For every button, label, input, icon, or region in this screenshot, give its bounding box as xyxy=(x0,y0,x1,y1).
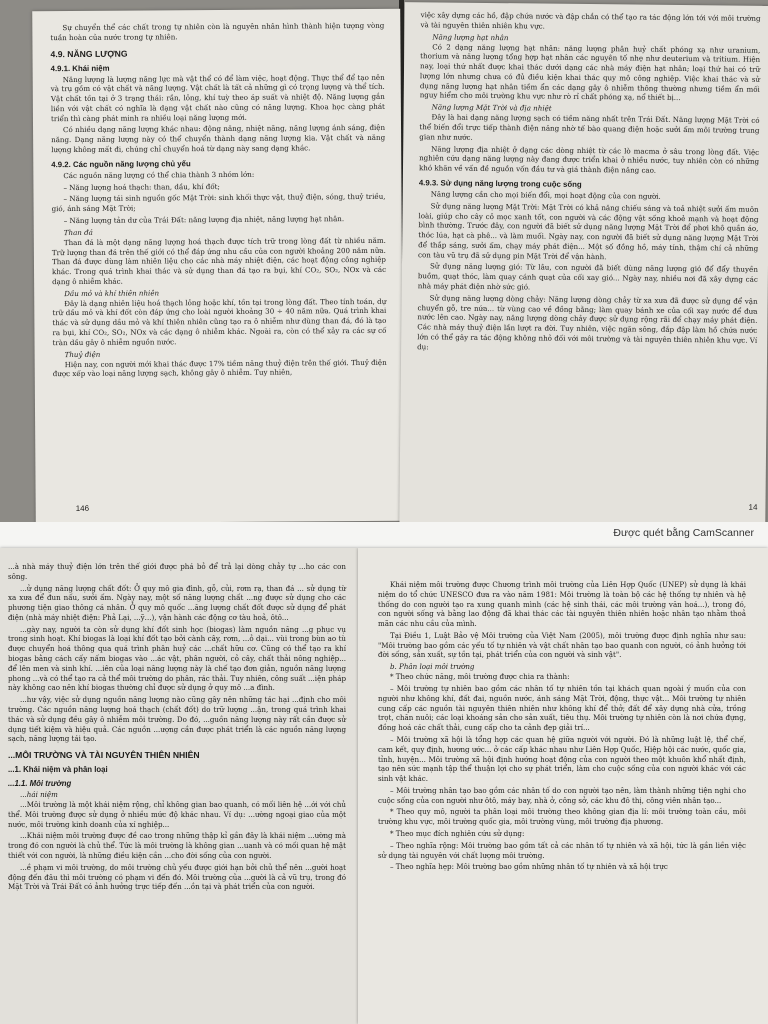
italic-subheading: b. Phân loại môi trường xyxy=(390,662,475,672)
scanned-page-149 xyxy=(358,548,768,1024)
paragraph: – Môi trường tự nhiên bao gồm các nhân tố tự nhiên tồn tại khách quan ngoài ý muốn của con người như không khí, đất đai, nguồn nước, ánh sáng Mặt Trời, động, thực vật... Môi trường tự nhiên cung cấp các nguồn tài nguyên thiên nhiên như không khí để thở; đất để xây dựng nhà cửa, trồng trọt, chăn nuôi; các loại khoáng sản cho sản xuất, tiêu thụ. Môi trường tự nhiên còn là nơi chứa đựng, đồng hoá các chất thải, cung cấp cho ta cảnh đẹp giải trí... xyxy=(378,684,746,733)
paragraph: Đây là hai dạng năng lượng sạch có tiềm năng nhất trên Trái Đất. Năng lượng Mặt Trời có thể biến đổi trực tiếp thành điện năng nhờ tế bào quang điện hoặc sưởi ấm môi trường trung gian như nước. xyxy=(419,112,760,142)
section-heading: 4.9. NĂNG LƯỢNG xyxy=(50,48,128,59)
subsection-heading: 4.9.2. Các nguồn năng lượng chủ yếu xyxy=(51,159,191,169)
italic-subheading: ...hái niệm xyxy=(20,790,58,800)
paragraph: * Theo chức năng, môi trường được chia ra thành: xyxy=(390,672,570,682)
scanned-page-147 xyxy=(399,2,768,526)
page-body xyxy=(32,9,403,380)
section-heading: ...MÔI TRƯỜNG VÀ TÀI NGUYÊN THIÊN NHIÊN xyxy=(8,750,200,761)
italic-subheading: Năng lượng Mặt Trời và địa nhiệt xyxy=(431,102,552,113)
paragraph: Than đá là một dạng năng lượng hoá thạch được tích trữ trong lòng đất từ nhiều năm. Trữ lượng than đá trên thế giới có thể đáp ứng nhu cầu của con người khoảng 200 năm nữa. Than đá được dùng làm nhiên liệu cho các nhà máy nhiệt điện, các hoạt động công nghiệp khác. Trong quá trình khai thác và sử dụng than đá tạo ra bụi, khí CO₂, SO₂, NOx và các dạng ô nhiễm khác. xyxy=(51,235,387,287)
page-body xyxy=(0,548,358,892)
subsection-heading: 4.9.3. Sử dụng năng lượng trong cuộc sống xyxy=(418,178,582,189)
page-number: 14 xyxy=(748,502,758,512)
italic-subheading: Năng lượng hạt nhân xyxy=(432,31,509,42)
italic-subheading: Dầu mỏ và khí thiên nhiên xyxy=(64,288,160,298)
paragraph: Sử dụng năng lượng Mặt Trời: Mặt Trời có khả năng chiếu sáng và toả nhiệt sưởi ấm muôn loài, giúp cho cây cỏ mọc xanh tốt, con người và các động vật sống khoẻ mạnh và hoạt động bình thường. Trước đây, con người đã biết sử dụng năng lượng Mặt Trời để phơi khô quần áo, thóc lúa, hạt cà phê... và làm muối. Ngày nay, con người đã biết sử dụng năng lượng Mặt Trời để thắp sáng, sưởi ấm, chạy máy phát điện... Một số đồng hồ, máy tính, thậm chí cả những con tàu vũ trụ đã sử dụng pin Mặt Trời để vận hành. xyxy=(418,201,759,261)
scanned-page-148 xyxy=(0,548,358,1024)
scanned-page-146 xyxy=(32,9,404,524)
paragraph: Các nguồn năng lượng có thể chia thành 3 nhóm lớn: xyxy=(63,169,255,180)
italic-subheading: Than đá xyxy=(63,227,93,237)
paragraph: ...hư vậy, việc sử dụng nguồn năng lượng nào cũng gây nên những tác hại ...định cho môi trường. Các nguồn năng lượng hoá thạch (chất đốt) do trữ lượng ...ận, trong quá trình khai thác và sử dụng đều gây ô nhiễm môi trường. Do đó, ...guồn năng lượng này rất cần được sử dụng tiết kiệm và hiệu quả. Các nguồn ...ượng cần được phát triển là các nguồn năng lượng sạch, năng lượng tái tạo. xyxy=(8,695,346,744)
paragraph: ...gày nay, người ta còn sử dụng khí đốt sinh học (biogas) làm nguồn năng ...g phục vụ trong sinh hoạt. Khí biogas là loại khí đốt tạo bởi cành cây, rơm, ...ỏ dại... vùi trong bùn ao tù được chuyển hoá thông qua quá trình phân huỷ các ...chất hữu cơ. Cũng có thể tạo ra khí biogas bằng cách cấy nấm biogas vào ...ác vật, phân người, cỏ cây, chất thải nông nghiệp... để lên men và sinh khí. ...iên của loại năng lượng này là chế tạo đơn giản, nguồn năng lượng phong ...và có thể tạo ra cả thể môi trường do phân, rác thải. Tuy nhiên, công suất ...iện pháp này không cao nên khí biogas thường chỉ được sử dụng ở quy mô ...a đình. xyxy=(8,624,346,693)
paragraph: Khái niệm môi trường được Chương trình môi trường của Liên Hợp Quốc (UNEP) sử dụng là khái niệm do tổ chức UNESCO đưa ra vào năm 1981: Môi trường là toàn bộ các hệ thống tự nhiên và hệ thống do con người tạo ra xung quanh mình (các hệ sinh thái, các môi trường văn hoá...), trong đó, con người sống và bằng lao động đã khai thác các tài nguyên thiên nhiên hoặc nhân tạo nhằm thoả mãn các nhu cầu của mình. xyxy=(378,580,746,629)
list-item: – Năng lượng tản dư của Trái Đất: năng lượng địa nhiệt, năng lượng hạt nhân. xyxy=(63,214,345,226)
paragraph: ...ử dụng năng lượng chất đốt: Ở quy mô gia đình, gỗ, củi, rơm rạ, than đá ... sử dụng từ xa xưa để đun nấu, sưởi ấm. Ngày nay, một số năng lượng chất ...ng được sử dụng cho các phương tiện giao thông cá nhân. Ở quy mô quốc ...ăng lượng chất đốt được sử dụng để phát điện (nhà máy nhiệt điện: Phả Lại, ...ỹ...), vận hành các động cơ tàu hoả, ôtô... xyxy=(8,583,346,622)
paragraph: Đây là dạng nhiên liệu hoá thạch lỏng hoặc khí, tồn tại trong lòng đất. Theo tính toán, dự trữ dầu mỏ và khí đốt còn đáp ứng cho loài người khoảng 30 ÷ 40 năm nữa. Quá trình khai thác và sử dụng dầu mỏ và khí thiên nhiên cũng tạo ra ô nhiễm như dùng than đá, đó là tạo ra bụi, khí CO₂, SO₂, NOx và các dạng ô nhiễm khác. Ngoài ra, còn có thể xảy ra các sự cố tràn dầu gây ô nhiễm nguồn nước. xyxy=(52,296,387,347)
subsection-heading: ...1. Khái niệm và phân loại xyxy=(8,765,108,775)
paragraph: Năng lượng địa nhiệt ở dạng các dòng nhiệt từ các lò macma ở sâu trong lòng đất. Việc nghiên cứu dạng năng lượng này đang được triển khai ở nhiều nước, tuy nhiên còn có những khó khăn về vấn đề nguồn vốn đầu tư và giá thành điện năng cao. xyxy=(418,143,760,175)
paragraph: việc xây dựng các hồ, đập chứa nước và đập chắn có thể tạo ra tác động lớn tới với môi trường và tài nguyên thiên nhiên khu vực. xyxy=(420,10,761,31)
paragraph: Sự chuyển thể các chất trong tự nhiên còn là nguyên nhân hình thành hiện tượng vòng tuần hoàn của nước trong tự nhiên. xyxy=(50,20,385,42)
paragraph: Tại Điều 1, Luật Bảo vệ Môi trường của Việt Nam (2005), môi trường được định nghĩa như sau: "Môi trường bao gồm các yếu tố tự nhiên và vật chất nhân tạo bao quanh con người, có ảnh hưởng tới đời sống, sản xuất, sự tồn tại, phát triển của con người và sinh vật". xyxy=(378,630,746,660)
camscanner-watermark: Được quét bằng CamScanner xyxy=(613,527,754,539)
paragraph: Năng lượng là lượng năng lực mà vật thể có để làm việc, hoạt động. Thực thể để tạo nên và trụ gồm có vật chất và năng lượng. Vật chất là tất cả những gì có trọng lượng và thể tích. Vật chất tồn tại ở 3 trạng thái: rắn, lỏng, khí tuỳ theo áp suất và nhiệt độ. Năng lượng gắn liền với vật chất có nghĩa là dạng vật chất nào cũng có năng lượng. Khoa học càng phát triển thì càng phát minh ra nhiều loại năng lượng mới. xyxy=(50,72,385,123)
paragraph: – Theo nghĩa hẹp: Môi trường bao gồm những nhân tố tự nhiên và xã hội trực xyxy=(390,862,668,872)
paragraph: ...Môi trường là một khái niệm rộng, chỉ không gian bao quanh, có mối liên hệ ...ới với chủ thể. Môi trường được sử dụng ở nhiều mức độ khác nhau. Ví dụ: ...ường ngoại giao của một nước, môi trường kinh doanh của xí nghiệp... xyxy=(8,800,346,829)
paragraph: ...Khái niệm môi trường được đề cao trong những thập kỉ gần đây là khái niệm ...ường mà trong đó con người là chủ thể. Tức là môi trường là không gian ...uanh và có mối quan hệ mật thiết với con người, là những điều kiện cần ...cho đời sống của con người. xyxy=(8,831,346,860)
paragraph: – Theo nghĩa rộng: Môi trường bao gồm tất cả các nhân tố tự nhiên và xã hội, tức là gần liền việc sử dụng tài nguyên với chất lượng môi trường. xyxy=(378,840,746,860)
page-body xyxy=(401,2,768,355)
paragraph: ...ề phạm vi môi trường, do môi trường chủ yếu được giới hạn bởi chủ thể nên ...gười hoạt động đến đâu thì môi trường có phạm vi đến đó. Môi trường của ...gười là cả vũ trụ, trong đó Mặt Trời và Trái Đất có ảnh hưởng trực tiếp đến ...ồn tại và phát triển của con người. xyxy=(8,862,346,892)
subsection-heading: 4.9.1. Khái niệm xyxy=(50,63,110,73)
paragraph: Có nhiều dạng năng lượng khác nhau: động năng, nhiệt năng, năng lượng ánh sáng, điện năng. Dạng năng lượng này có thể chuyển thành dạng năng lượng kia. Vật chất và năng lượng không mất đi, chúng chỉ chuyển hoá từ dạng này sang dạng khác. xyxy=(51,123,386,155)
paragraph: * Theo mục đích nghiên cứu sử dụng: xyxy=(390,828,525,838)
list-item: – Năng lượng tái sinh nguồn gốc Mặt Trời: sinh khối thực vật, thuỷ điện, sóng, thuỷ triều, gió, ánh sáng Mặt Trời; xyxy=(51,192,386,214)
list-item: – Năng lượng hoá thạch: than, dầu, khí đốt; xyxy=(63,181,220,192)
italic-subheading: Thuỷ điện xyxy=(64,349,101,359)
paragraph: Năng lượng cần cho mọi biến đổi, mọi hoạt động của con người. xyxy=(430,189,661,201)
subsection-heading: ...1.1. Môi trường xyxy=(8,779,72,789)
paragraph: ...à nhà máy thuỷ điện lớn trên thế giới được phá bỏ để trả lại dòng chảy tự ...ho các con sông. xyxy=(8,562,346,581)
paragraph: – Môi trường xã hội là tổng hợp các quan hệ giữa người với người. Đó là những luật lệ, thể chế, cam kết, quy định, hương ước... ở các cấp khác nhau như Liên Hợp Quốc, Hiệp hội các nước, quốc gia, tỉnh, huyện... Môi trường xã hội định hướng hoạt động của con người theo một khuôn khổ nhất định, tạo nên sức mạnh tập thể thuận lợi cho sự phát triển, làm cho cuộc sống của con người khác với các sinh vật khác. xyxy=(378,734,746,784)
paragraph: Hiện nay, con người mới khai thác được 17% tiềm năng thuỷ điện trên thế giới. Thuỷ điện được xếp vào loại năng lượng sạch, không gây ô nhiễm. Tuy nhiên, xyxy=(52,357,387,379)
paragraph: Sử dụng năng lượng gió: Từ lâu, con người đã biết dùng năng lượng gió để đẩy thuyền buồm, quạt thóc, làm quay cánh quạt của cối xay gió... Ngày nay, nhiều nơi đã xây dựng các nhà máy phát điện nhờ sức gió. xyxy=(417,261,758,292)
paragraph: – Môi trường nhân tạo bao gồm các nhân tố do con người tạo nên, làm thành những tiện nghi cho cuộc sống của con người như ôtô, máy bay, nhà ở, công sở, các khu đô thị, công viên nhân tạo... xyxy=(378,785,746,805)
page-body xyxy=(358,548,768,872)
page-number: 146 xyxy=(75,503,90,513)
paragraph: * Theo quy mô, người ta phân loại môi trường theo không gian địa lí: môi trường toàn cầu, môi trường khu vực, môi trường quốc gia, môi trường vùng, môi trường địa phương. xyxy=(378,807,746,827)
paragraph: Sử dụng năng lượng dòng chảy: Năng lượng dòng chảy từ xa xưa đã được sử dụng để vận chuyển gỗ, tre nứa... từ vùng cao về đồng bằng; làm quay bánh xe của cối xay nước để đưa nước lên cao. Ngày nay, năng lượng dòng chảy được sử dụng rộng rãi để chạy máy phát điện. Các nhà máy thuỷ điện lần lượt ra đời. Tuy nhiên, việc ngăn sông, đắp đập làm hồ chứa nước lớn có thể gây ra tác động không nhỏ đối với môi trường và tài nguyên thiên nhiên khu vực. Ví dụ: xyxy=(417,293,758,352)
paragraph: Có 2 dạng năng lượng hạt nhân: năng lượng phân huỷ chất phóng xạ như uranium, thorium và năng lượng tổng hợp hạt nhân các nguyên tố nhẹ như deuterium và tritium. Hiện nay, loại thứ nhất được khai thác dưới dạng các nhà máy điện hạt nhân; loại thứ hai có trữ lượng lớn nhưng chưa có đủ điều kiện khai thác quy mô công nghiệp. Việc khai thác và sử dụng năng lượng hạt nhân tiềm ẩn các dạng gây ô nhiễm thông thường nhưng tiềm ẩn mối nguy hiểm cho môi trường khu vực như rò rỉ chất phóng xạ, nổ thiết bị... xyxy=(419,41,761,103)
